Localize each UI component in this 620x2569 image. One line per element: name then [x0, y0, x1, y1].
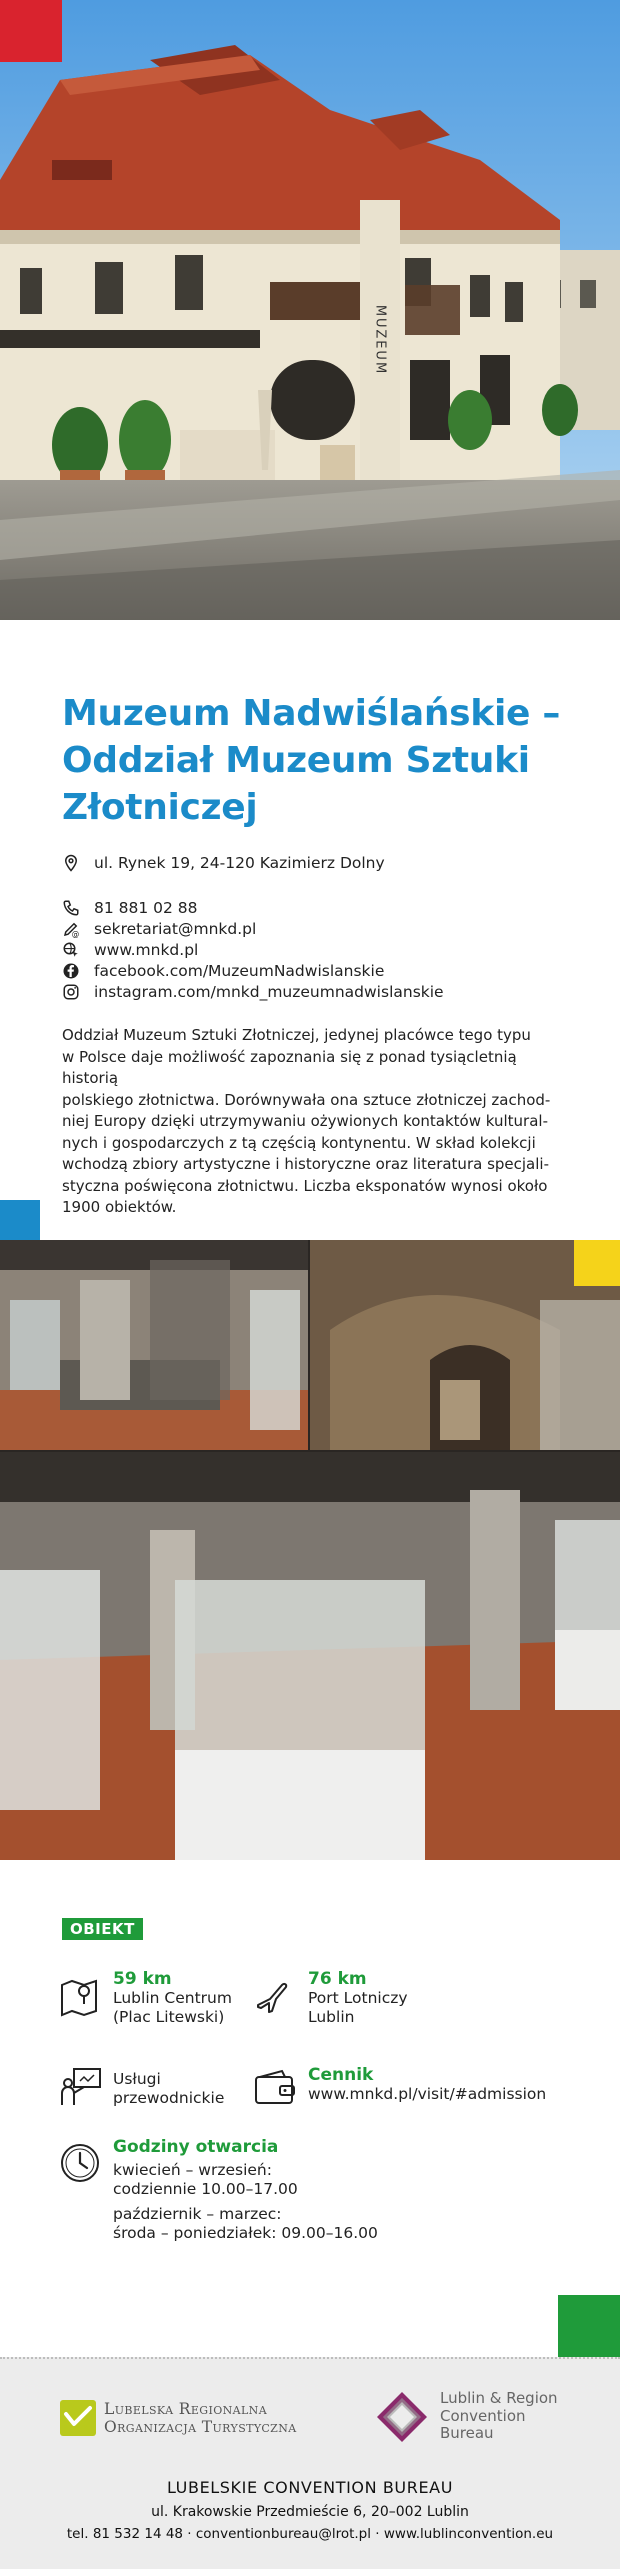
footer-divider [0, 2357, 620, 2359]
facebook-icon [62, 962, 80, 980]
hours-line2: codziennie 10.00–17.00 [113, 2180, 298, 2198]
description-line: niej Europy dzięki utrzymywaniu ożywionych kontaktów kultural- [62, 1112, 548, 1130]
lcb-logo-text [440, 2390, 558, 2443]
distance-airport-line1: Port Lotniczy [308, 1989, 408, 2007]
lcb-line2: Convention [440, 2406, 526, 2425]
email-row[interactable] [62, 920, 256, 938]
description-line: polskiego złotnictwa. Dorównywała ona sztuce złotniczej zachod- [62, 1090, 551, 1109]
description-line: nych i gospodarczych z tą częścią kontynentu. W skład kolekcji [62, 1133, 536, 1152]
phone-row[interactable] [62, 899, 198, 917]
price-label: Cennik [308, 2065, 374, 2085]
lrot-line2: Organizacja Turystyczna [104, 2418, 297, 2436]
web-text[interactable]: www.mnkd.pl [94, 941, 199, 959]
email-text[interactable]: sekretariat@mnkd.pl [94, 920, 257, 938]
lrot-logo-text [104, 2400, 297, 2436]
airplane-icon [252, 1975, 298, 2021]
distance-center-line1: Lublin Centrum [113, 1989, 232, 2007]
price [308, 2066, 546, 2104]
clock-icon [58, 2140, 104, 2186]
phone-text[interactable]: 81 881 02 88 [94, 899, 198, 917]
opening-hours [113, 2138, 378, 2243]
museum-sign: MUZEUM [372, 304, 388, 376]
instagram-icon [62, 983, 80, 1001]
distance-center [113, 1970, 232, 2027]
services [113, 2070, 224, 2108]
distance-center-line2: (Plac Litewski) [113, 2008, 225, 2026]
description-line: wchodzą zbiory artystyczne i historyczne oraz literatura specjali- [62, 1155, 549, 1173]
corner-accent-green [558, 2295, 620, 2357]
hours-label: Godziny otwarcia [113, 2137, 279, 2157]
distance-airport [308, 1970, 408, 2027]
footer-org-name: LUBELSKIE CONVENTION BUREAU [166, 2478, 454, 2497]
description-line: 1900 obiektów. [62, 1198, 177, 1216]
web-row[interactable] [62, 941, 198, 959]
lcb-line3: Bureau [440, 2424, 494, 2442]
wallet-icon [252, 2065, 298, 2111]
lrot-line1: Lubelska Regionalna [104, 2400, 268, 2418]
services-line1: Usługi [113, 2070, 161, 2088]
lrot-logo-icon [60, 2400, 96, 2436]
hours-line1: kwiecień – wrzesień: [113, 2161, 272, 2179]
title-line-2: Oddział Muzeum Sztuki [62, 740, 530, 781]
section-badge: OBIEKT [62, 1918, 143, 1940]
title-line-1: Muzeum Nadwiślańskie – [62, 693, 561, 734]
gallery-photos [0, 1240, 620, 1860]
svg-text:@: @ [71, 929, 80, 938]
address-text: ul. Rynek 19, 24-120 Kazimierz Dolny [94, 854, 385, 872]
guide-board-icon [58, 2065, 104, 2111]
facebook-text[interactable]: facebook.com/MuzeumNadwislanskie [94, 962, 385, 980]
globe-cursor-icon [62, 941, 80, 959]
hours-line3: październik – marzec: [113, 2205, 282, 2223]
description-line: Oddział Muzeum Sztuki Złotniczej, jedynej placówce tego typu [62, 1026, 531, 1044]
instagram-row[interactable] [62, 983, 444, 1001]
distance-airport-value: 76 km [308, 1969, 367, 1989]
facebook-row[interactable] [62, 962, 384, 980]
description-line: styczna poświęcona złotnictwu. Liczba eksponatów wynosi około [62, 1176, 548, 1195]
corner-accent-blue [0, 1200, 40, 1240]
lcb-logo-icon [373, 2388, 431, 2446]
services-line2: przewodnickie [113, 2089, 225, 2107]
map-icon [58, 1975, 104, 2021]
title-line-3: Złotniczej [62, 787, 258, 828]
hero-photo [0, 0, 620, 620]
map-pin-icon [62, 854, 80, 872]
description [62, 1025, 572, 1219]
footer-contact[interactable]: tel. 81 532 14 48 · conventionbureau@lrot.pl · www.lublinconvention.eu [66, 2526, 554, 2542]
hours-line4: środa – poniedziałek: 09.00–16.00 [113, 2224, 378, 2242]
description-line: w Polsce daje możliwość zapoznania się z ponad tysiącletnią historią [62, 1047, 517, 1087]
price-link[interactable]: www.mnkd.pl/visit/#admission [308, 2085, 547, 2103]
distance-center-value: 59 km [113, 1969, 172, 1989]
lcb-line1: Lublin & Region [440, 2389, 558, 2407]
address-row [62, 854, 385, 872]
corner-accent-yellow [574, 1240, 620, 1286]
footer-address: ul. Krakowskie Przedmieście 6, 20–002 Lublin [151, 2504, 469, 2520]
email-icon [62, 920, 80, 938]
corner-accent-red [0, 0, 62, 62]
distance-airport-line2: Lublin [308, 2008, 355, 2026]
page-title [62, 690, 582, 831]
phone-icon [62, 899, 80, 917]
instagram-text[interactable]: instagram.com/mnkd_muzeumnadwislanskie [94, 983, 444, 1001]
